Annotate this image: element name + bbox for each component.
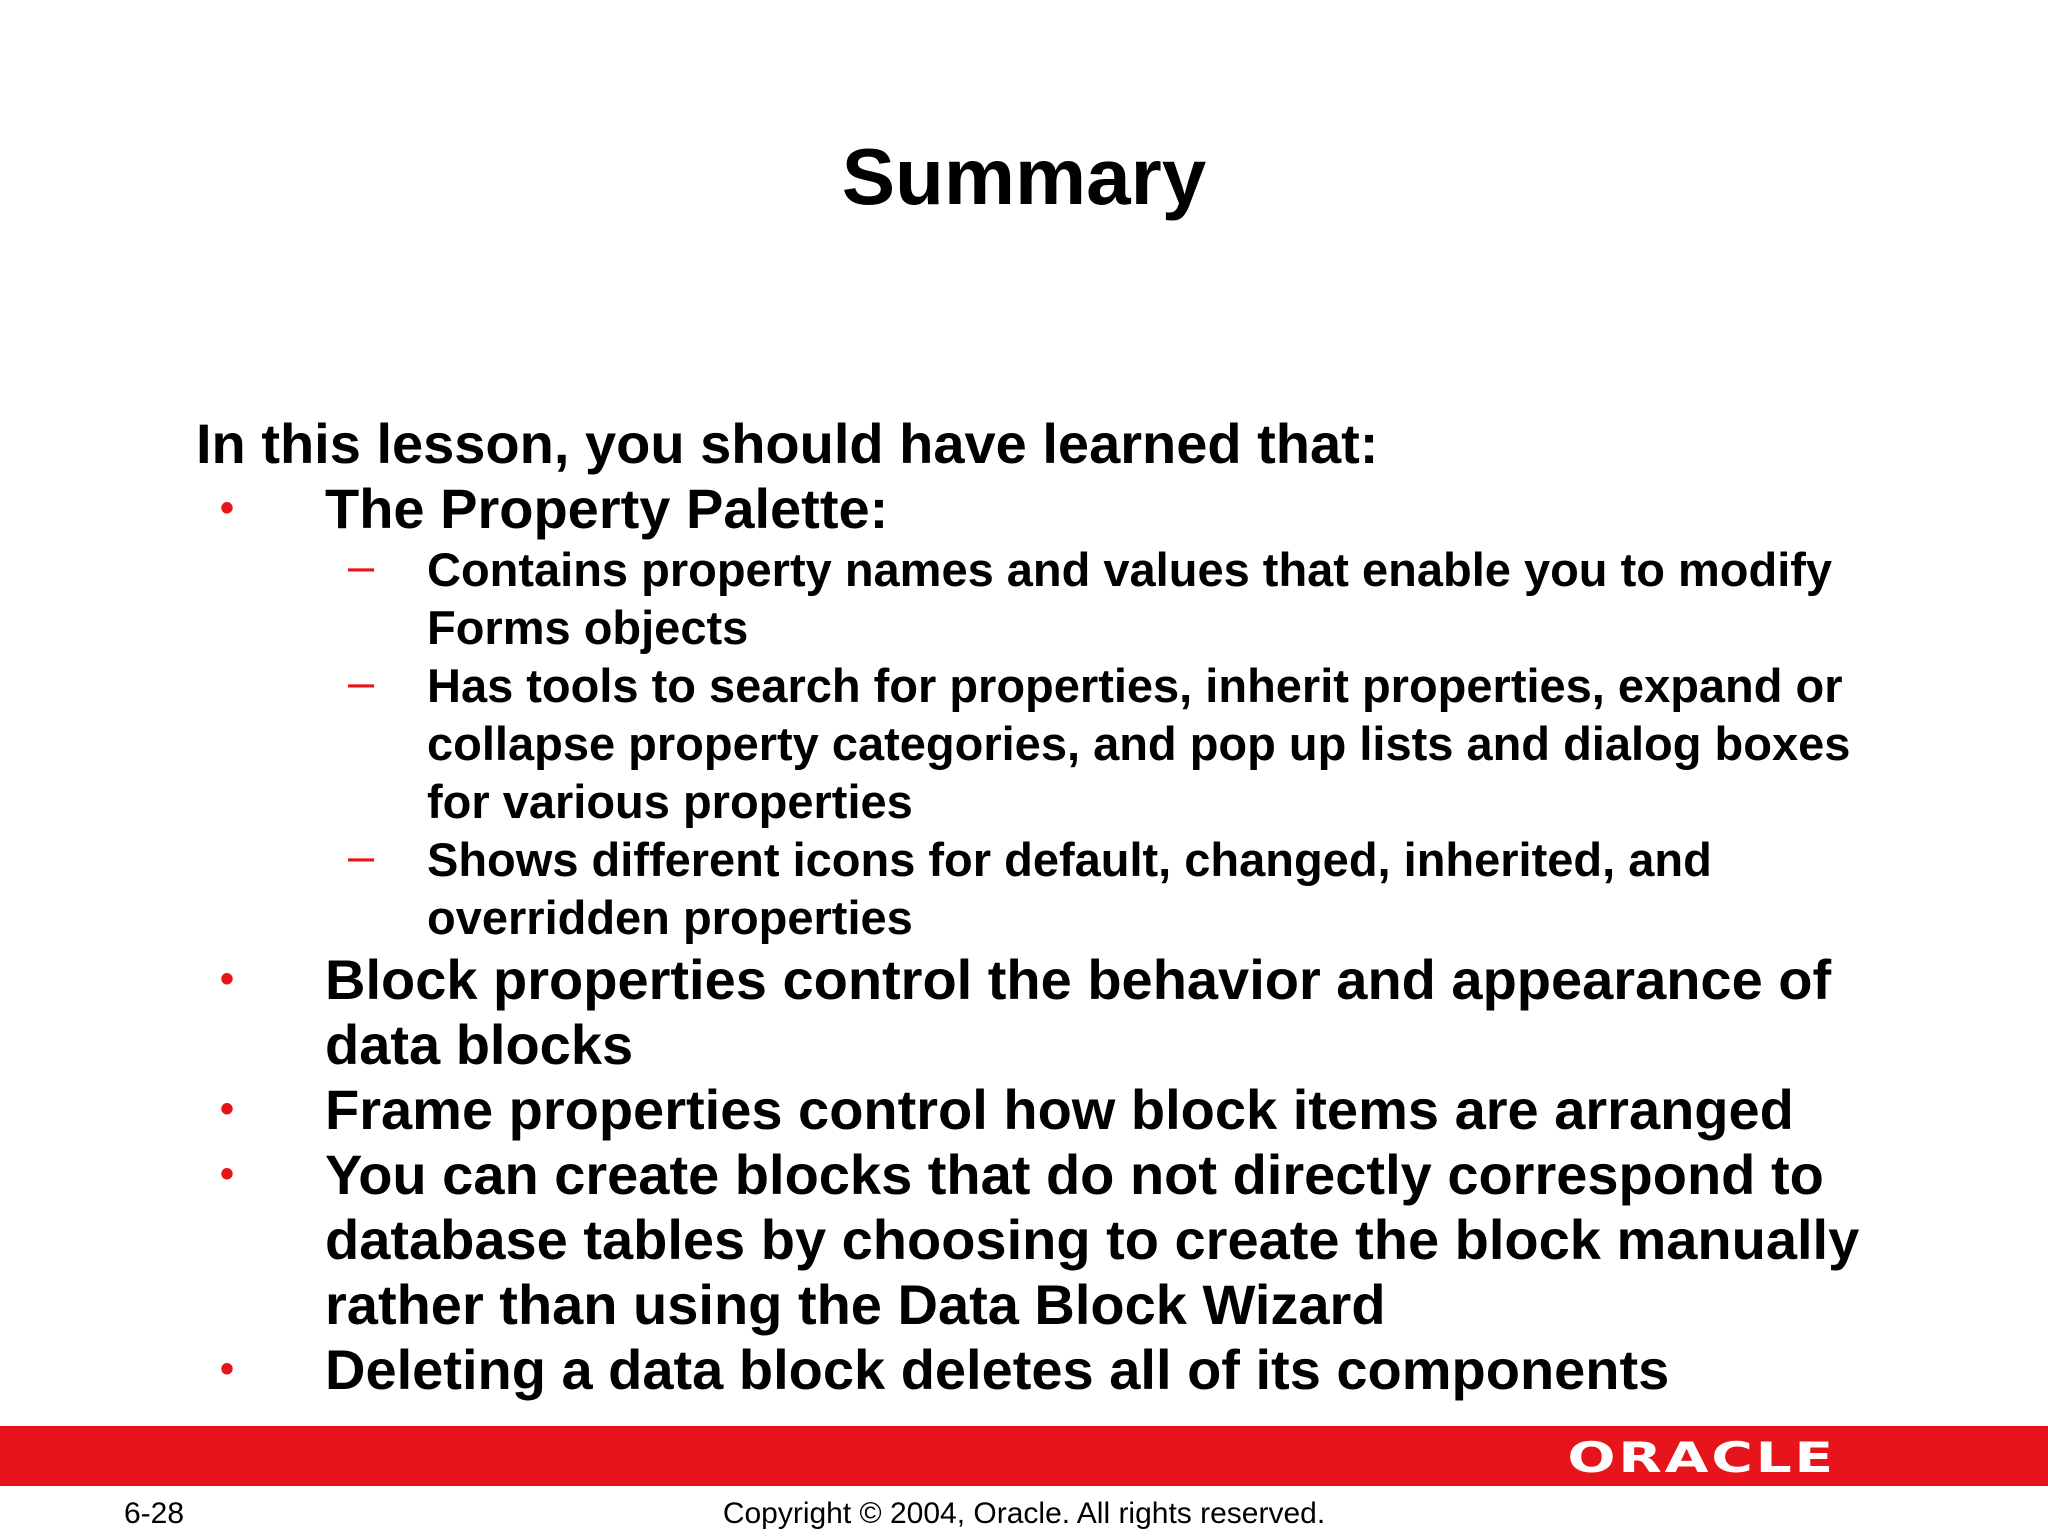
dash-icon: – [348,539,375,592]
bullet-item [196,476,1896,541]
slide-title: Summary [841,132,1207,221]
bullet-text: Deleting a data block deletes all of its components [325,1338,1670,1401]
dash-icon: – [348,829,375,882]
bullet-text: Block properties control the behavior and appearance of data blocks [325,948,1832,1076]
sub-item-text: Contains property names and values that enable you to modify Forms objects [427,543,1833,654]
summary-list [196,476,1896,1402]
page-number: 6-28 [124,1497,185,1530]
bullet-text: Frame properties control how block items are arranged [325,1078,1794,1141]
bullet-icon: • [220,1347,235,1391]
bullet-icon: • [220,1087,235,1131]
intro-text: In this lesson, you should have learned that: [196,412,1379,475]
sub-item [196,657,1896,831]
bullet-text: You can create blocks that do not directly correspond to database tables by choosing to create the block manually rather than using the Data Block Wizard [325,1143,1860,1336]
sub-item [196,541,1896,657]
bullet-item [196,1337,1896,1402]
bullet-item [196,1142,1896,1337]
bullet-item [196,1077,1896,1142]
sub-item-text: Shows different icons for default, changed, inherited, and overridden properties [427,833,1712,944]
sub-item-text: Has tools to search for properties, inherit properties, expand or collapse property categories, and pop up lists and dialog boxes for various properties [427,659,1851,828]
bullet-icon: • [220,486,235,530]
bullet-item [196,947,1896,1077]
sub-item [196,831,1896,947]
bullet-text: The Property Palette: [325,477,889,540]
dash-icon: – [348,655,375,708]
bullet-icon: • [220,957,235,1001]
bullet-icon: • [220,1152,235,1196]
oracle-logo: ORACLE [1567,1433,1836,1482]
copyright-text: Copyright © 2004, Oracle. All rights reserved. [722,1497,1326,1530]
